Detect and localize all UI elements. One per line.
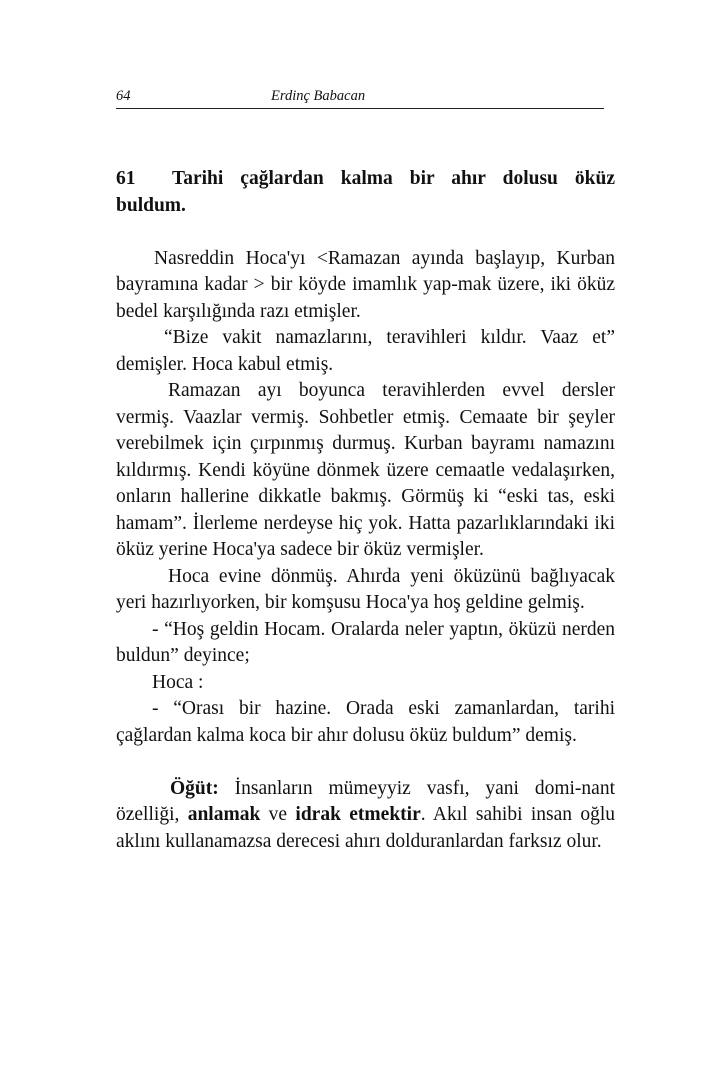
story-paragraph: “Bize vakit namazlarını, teravihleri kıldır. Vaaz et” demişler. Hoca kabul etmiş. bbox=[116, 327, 615, 375]
story-paragraph: Ramazan ayı boyunca teravihlerden evvel dersler vermiş. Vaazlar vermiş. Sohbetler etmiş. Cemaate bir şeyler verebilmek için çırpınmış durmuş. Kurban bayramı namazını kıldırmış. Kendi köyüne dönmek üzere cemaatle vedalaşırken, onların hallerine dikkatle bakmış. Görmüş ki “eski tas, eski hamam”. İlerleme nerdeyse hiç yok. Hatta pazarlıklarındaki iki öküz yerine Hoca'ya sadece bir öküz vermişler. bbox=[116, 380, 615, 560]
running-title: Erdinç Babacan bbox=[271, 88, 366, 104]
story-number: 61 bbox=[116, 168, 136, 189]
page-number: 64 bbox=[116, 88, 131, 104]
moral-text: ve bbox=[260, 804, 296, 825]
story-paragraph: Hoca : bbox=[152, 671, 204, 693]
story-paragraph: Nasreddin Hoca'yı <Ramazan ayında başlayıp, Kurban bayramına kadar > bir köyde imamlık yap-mak üzere, iki öküz bedel karşılığında razı etmişler. bbox=[116, 247, 615, 322]
spacer bbox=[116, 749, 615, 776]
moral-label: Öğüt: bbox=[170, 777, 219, 799]
page-header bbox=[116, 88, 604, 109]
story-paragraph: Hoca evine dönmüş. Ahırda yeni öküzünü bağlıyacak yeri hazırlıyorken, bir komşusu Hoca'ya hoş geldine gelmiş. bbox=[116, 565, 615, 613]
moral-text: İnsanların mümeyyiz vasfı, yani domi-nant özelliği, bbox=[116, 777, 615, 825]
moral-paragraph bbox=[116, 776, 615, 856]
moral-text: . Akıl sahibi insan oğlu aklını kullanamazsa derecesi ahırı dolduranlardan farksız olur. bbox=[116, 804, 616, 852]
moral-emphasis: anlamak bbox=[187, 804, 261, 825]
story-paragraph: - “Hoş geldin Hocam. Oralarda neler yaptın, öküzü nerden buldun” deyince; bbox=[116, 618, 615, 666]
story-title-text: Tarihi çağlardan kalma bir ahır dolusu öküz buldum. bbox=[116, 168, 615, 216]
moral-emphasis: idrak etmektir bbox=[295, 804, 421, 825]
story-content bbox=[116, 166, 615, 855]
spacer bbox=[116, 219, 615, 246]
story-paragraph: - “Orası bir hazine. Orada eski zamanlardan, tarihi çağlardan kalma koca bir ahır dolusu öküz buldum” demiş. bbox=[116, 698, 615, 746]
story-title bbox=[116, 166, 615, 219]
